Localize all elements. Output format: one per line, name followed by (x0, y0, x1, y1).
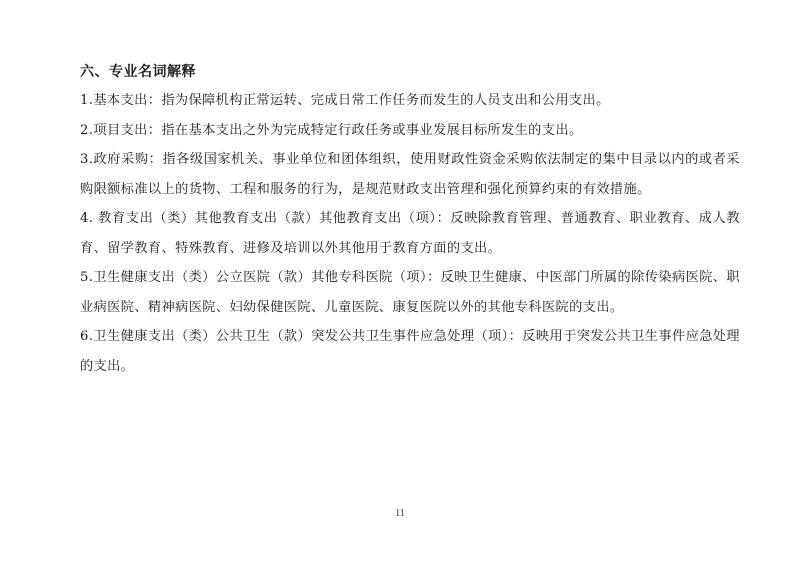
page-number: 11 (395, 508, 405, 519)
section-heading: 六、专业名词解释 (80, 64, 196, 80)
definitions-list (80, 86, 740, 381)
definition-item-government-procurement: 3.政府采购：指各级国家机关、事业单位和团体组织，使用财政性资金采购依法制定的集中目录以内的或者采购限额标准以上的货物、工程和服务的行为，是规范财政支出管理和强化预算约束的有效措施。 (80, 152, 740, 197)
definition-item-education-expenditure: 4. 教育支出（类）其他教育支出（款）其他教育支出（项）：反映除教育管理、普通教育、职业教育、成人教育、留学教育、特殊教育、进修及培训以外其他用于教育方面的支出。 (80, 211, 740, 256)
definition-item-public-health-emergency: 6.卫生健康支出（类）公共卫生（款）突发公共卫生事件应急处理（项）：反映用于突发公共卫生事件应急处理的支出。 (80, 329, 740, 374)
definition-item-basic-expenditure: 1.基本支出：指为保障机构正常运转、完成日常工作任务而发生的人员支出和公用支出。 (80, 93, 610, 108)
definition-item-project-expenditure: 2.项目支出：指在基本支出之外为完成特定行政任务或事业发展目标所发生的支出。 (80, 122, 583, 138)
definition-item-specialty-hospital: 5.卫生健康支出（类）公立医院（款）其他专科医院（项）：反映卫生健康、中医部门所属的除传染病医院、职业病医院、精神病医院、妇幼保健医院、儿童医院、康复医院以外的其他专科医院的支出。 (80, 270, 740, 315)
